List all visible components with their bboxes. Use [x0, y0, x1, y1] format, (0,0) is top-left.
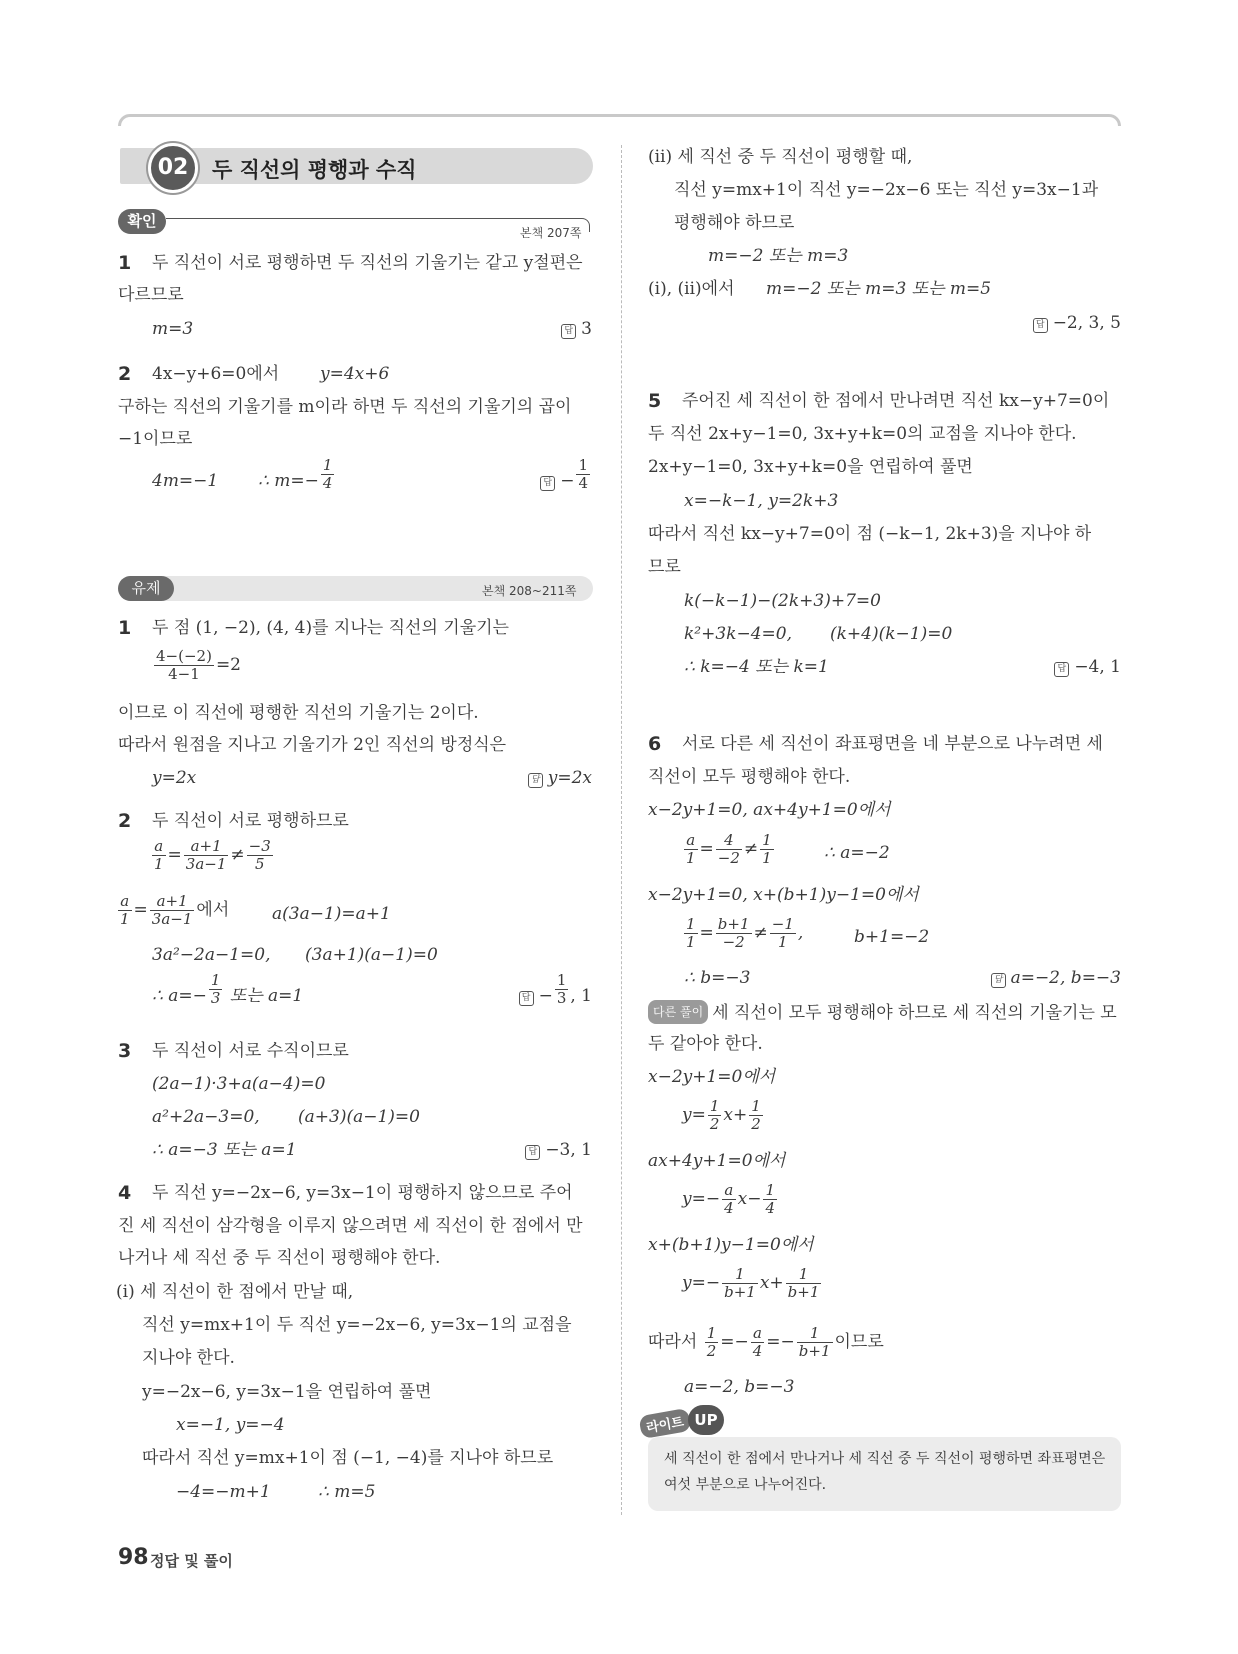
equation: y= $\frac{1}{2}$ x+ $\frac{1}{2}$: [682, 1097, 761, 1133]
top-border: [118, 114, 1121, 126]
text-line: 두 점 (1, −2), (4, 4)를 지나는 직선의 기울기는: [152, 618, 509, 638]
section-title: 두 직선의 평행과 수직: [212, 158, 417, 182]
equation: y=4x+6: [320, 364, 390, 384]
equation: m=−2 또는 m=3: [708, 246, 849, 266]
page-number: 98: [118, 1545, 149, 1570]
equation: 따라서 $\frac{1}{2}$ =− $\frac{a}{4}$ =− $\frac{1}{b+1}$ 이므로: [648, 1324, 884, 1360]
problem-number: 1: [118, 252, 132, 274]
answer-value: 3: [581, 319, 592, 339]
problem-number: 3: [118, 1040, 132, 1062]
footer-title: 정답 및 풀이: [150, 1552, 233, 1570]
equation: m=−2 또는 m=3 또는 m=5: [766, 279, 992, 299]
answer-icon: 답: [540, 476, 555, 491]
answer: [500, 318, 592, 340]
equation: ∴ a=−2: [824, 843, 890, 863]
equation: $\frac{a}{1}$ = $\frac{a+1}{3a-1}$ 에서: [120, 892, 230, 928]
equation: m=3: [152, 319, 194, 339]
equation: ∴ k=−4 또는 k=1: [684, 657, 829, 677]
hwagin-label: 확인: [118, 209, 166, 234]
equation: $\frac{4-(-2)}{4-1}$ =2: [156, 647, 241, 683]
text-line: 다르므로: [118, 285, 184, 305]
equation: x=−k−1, y=2k+3: [684, 491, 839, 511]
problem-number: 4: [118, 1182, 132, 1204]
text-line: 므로: [648, 557, 681, 577]
answer-icon: 답: [991, 973, 1006, 988]
text-line: 이므로 이 직선에 평행한 직선의 기울기는 2이다.: [118, 703, 479, 723]
equation: (2a−1)·3+a(a−4)=0: [152, 1074, 326, 1094]
equation: 4x−y+6=0에서: [152, 364, 280, 384]
text-line: 다른 풀이 세 직선이 모두 평행해야 하므로 세 직선의 기울기는 모: [648, 1000, 1117, 1024]
text-line: 두 직선이 서로 수직이므로: [152, 1041, 349, 1061]
problem-number: 2: [118, 363, 132, 385]
text-line: 평행해야 하므로: [674, 213, 795, 233]
text-line: 따라서 원점을 지나고 기울기가 2인 직선의 방정식은: [118, 735, 507, 755]
answer: 답 y=2x: [470, 767, 592, 789]
answer-icon: 답: [561, 324, 576, 339]
text-line: 직선 y=mx+1이 두 직선 y=−2x−6, y=3x−1의 교점을: [142, 1315, 572, 1335]
equation: k(−k−1)−(2k+3)+7=0: [684, 591, 881, 611]
text-line: (ⅱ) 세 직선 중 두 직선이 평행할 때,: [648, 147, 913, 167]
equation: −4=−m+1: [176, 1482, 271, 1502]
equation: b+1=−2: [854, 927, 930, 947]
equation: 3a²−2a−1=0,: [152, 945, 271, 965]
text-line: 두 직선이 서로 평행하면 두 직선의 기울기는 같고 y절편은: [152, 253, 583, 273]
text-line: 따라서 직선 y=mx+1이 점 (−1, −4)를 지나야 하므로: [142, 1448, 554, 1468]
equation: a(3a−1)=a+1: [272, 904, 391, 924]
equation: ax+4y+1=0에서: [648, 1151, 786, 1171]
equation: x=−1, y=−4: [176, 1415, 285, 1435]
equation: ∴ m=− $\frac{1}{4}$: [258, 456, 333, 492]
equation: a=−2, b=−3: [684, 1377, 795, 1397]
answer-icon: 답: [1033, 318, 1048, 333]
equation: x−2y+1=0, x+(b+1)y−1=0에서: [648, 885, 919, 905]
problem-number: 6: [648, 733, 662, 755]
equation: a²+2a−3=0,: [152, 1107, 260, 1127]
text-line: 두 같아야 한다.: [648, 1034, 763, 1054]
text-line: 직선 y=mx+1이 직선 y=−2x−6 또는 직선 y=3x−1과: [674, 180, 1099, 200]
equation: k²+3k−4=0,: [684, 624, 793, 644]
text-line: −1이므로: [118, 429, 193, 449]
text-line: 두 직선 y=−2x−6, y=3x−1이 평행하지 않으므로 주어: [152, 1183, 573, 1203]
answer: 답 −4, 1: [1010, 656, 1121, 678]
equation: ∴ a=− $\frac{1}{3}$ 또는 a=1: [152, 971, 304, 1007]
equation: (a+3)(a−1)=0: [298, 1107, 420, 1127]
text-line: 구하는 직선의 기울기를 m이라 하면 두 직선의 기울기의 곱이: [118, 397, 572, 417]
equation: (3a+1)(a−1)=0: [305, 945, 438, 965]
answer: 답 −2, 3, 5: [990, 312, 1121, 334]
section-number: 02: [148, 143, 198, 193]
yuje-page-ref: 본책 208~211쪽: [482, 584, 577, 598]
problem-number: 5: [648, 390, 662, 412]
answer-icon: 답: [1054, 662, 1069, 677]
text-line: (ⅰ) 세 직선이 한 점에서 만날 때,: [116, 1282, 354, 1302]
equation: y=2x: [152, 768, 197, 788]
equation: ∴ b=−3: [684, 968, 751, 988]
answer-icon: 답: [525, 1145, 540, 1160]
alt-solution-badge: 다른 풀이: [648, 1000, 708, 1024]
equation: y=− $\frac{a}{4}$ x− $\frac{1}{4}$: [682, 1181, 776, 1217]
tip-text: 여섯 부분으로 나누어진다.: [664, 1477, 827, 1493]
answer-icon: 답: [528, 773, 543, 788]
equation: y=− $\frac{1}{b+1}$ x+ $\frac{1}{b+1}$: [682, 1265, 820, 1301]
problem-number: 1: [118, 617, 132, 639]
text-line: (ⅰ), (ⅱ)에서: [648, 279, 735, 299]
text-line: 직선이 모두 평행해야 한다.: [648, 767, 851, 787]
equation: ∴ a=−3 또는 a=1: [152, 1140, 297, 1160]
answer: 답 a=−2, b=−3: [940, 967, 1121, 989]
text-line: y=−2x−6, y=3x−1을 연립하여 풀면: [142, 1382, 432, 1402]
answer: 답 −3, 1: [500, 1139, 592, 1161]
equation: x−2y+1=0, ax+4y+1=0에서: [648, 800, 891, 820]
text-line: 따라서 직선 kx−y+7=0이 점 (−k−1, 2k+3)을 지나야 하: [648, 524, 1092, 544]
equation: 4m=−1: [152, 471, 219, 491]
text-line: 두 직선 2x+y−1=0, 3x+y+k=0의 교점을 지나야 한다.: [648, 424, 1077, 444]
answer: 답 − $\frac{1}{4}$: [520, 470, 592, 492]
column-divider: [621, 145, 622, 1515]
text-line: 서로 다른 세 직선이 좌표평면을 네 부분으로 나누려면 세: [682, 734, 1103, 754]
equation: $\frac{a}{1}$ = $\frac{4}{-2}$ ≠ $\frac{1}{1}$: [686, 831, 772, 867]
text-line: 주어진 세 직선이 한 점에서 만나려면 직선 kx−y+7=0이: [682, 391, 1110, 411]
tip-label: 라이트: [638, 1408, 691, 1439]
problem-number: 2: [118, 810, 132, 832]
equation: x−2y+1=0에서: [648, 1067, 776, 1087]
equation: (k+4)(k−1)=0: [830, 624, 953, 644]
equation: x+(b+1)y−1=0에서: [648, 1235, 814, 1255]
text-line: 두 직선이 서로 평행하므로: [152, 811, 349, 831]
text-line: 지나야 한다.: [142, 1348, 235, 1368]
answer: 답 − $\frac{1}{3}$ , 1: [490, 985, 592, 1007]
yuje-label: 유제: [118, 576, 174, 601]
tip-up-badge: UP: [688, 1405, 724, 1435]
equation: $\frac{a}{1}$ = $\frac{a+1}{3a-1}$ ≠ $\frac{-3}{5}$: [154, 837, 271, 873]
text-line: 2x+y−1=0, 3x+y+k=0을 연립하여 풀면: [648, 457, 973, 477]
answer-icon: 답: [519, 991, 534, 1006]
text-line: 나거나 세 직선 중 두 직선이 평행해야 한다.: [118, 1248, 441, 1268]
text-line: 진 세 직선이 삼각형을 이루지 않으려면 세 직선이 한 점에서 만: [118, 1216, 583, 1236]
equation: ∴ m=5: [318, 1482, 376, 1502]
equation: $\frac{1}{1}$ = $\frac{b+1}{-2}$ ≠ $\frac{-1}{1}$ ,: [686, 915, 804, 951]
hwagin-page-ref: 본책 207쪽: [520, 226, 582, 240]
tip-text: 세 직선이 한 점에서 만나거나 세 직선 중 두 직선이 평행하면 좌표평면은: [664, 1451, 1106, 1467]
